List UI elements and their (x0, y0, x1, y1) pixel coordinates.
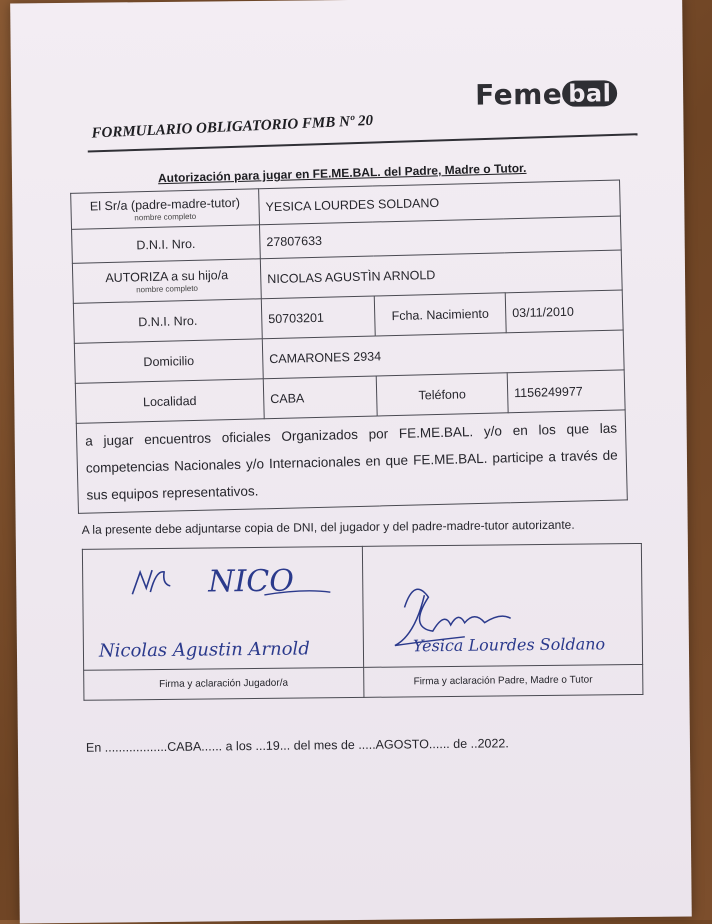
player-signature-box (82, 546, 363, 670)
closing-date-line: En ..................CABA...... a los ...19... del mes de .....AGOSTO...... de ..2022. (85, 736, 509, 755)
authorization-text: a jugar encuentros oficiales Organizados por FE.ME.BAL. y/o en los que las competencias Nacionales y/o Internacionales en que FE.ME.BAL. participe a través de sus equipos representativos. (76, 410, 627, 513)
form-subtitle: Autorización para jugar en FE.ME.BAL. del Padre, Madre o Tutor. (157, 160, 527, 186)
guardian-dni-label: D.N.I. Nro. (72, 225, 261, 264)
caption-row (84, 664, 643, 700)
logo-ball: bal (562, 80, 617, 107)
parent-handwriting: Yesica Lourdes Soldano (412, 634, 605, 656)
authorization-table (70, 179, 628, 513)
table-row (76, 410, 627, 513)
guardian-label-cell (71, 189, 260, 230)
city-label: Localidad (75, 379, 264, 424)
child-sublabel: nombre completo (136, 283, 199, 294)
player-sig-top: NICO (208, 563, 295, 600)
form-title: FORMULARIO OBLIGATORIO FMB Nº 20 (91, 112, 374, 142)
parent-signature-image (363, 545, 642, 666)
player-signature-image (84, 548, 363, 669)
phone-field: 1156249977 (507, 370, 625, 413)
player-signature-caption: Firma y aclaración Jugador/a (84, 667, 364, 700)
player-handwriting: Nicolas Agustin Arnold (98, 638, 310, 662)
city-field: CABA (263, 376, 377, 419)
attachment-note: A la presente debe adjuntarse copia de DNI, del jugador y del padre-madre-tutor autorizante. (81, 517, 575, 537)
parent-signature-caption: Firma y aclaración Padre, Madre o Tutor (363, 664, 643, 697)
guardian-label: El Sr/a (padre-madre-tutor) (89, 195, 241, 213)
parent-signature-box (362, 543, 643, 667)
birth-date-label: Fcha. Nacimiento (374, 293, 506, 336)
guardian-dni-field: 27807633 (259, 216, 621, 259)
guardian-sublabel: nombre completo (134, 211, 197, 222)
child-dni-label: D.N.I. Nro. (73, 299, 262, 344)
phone-label: Teléfono (376, 373, 508, 416)
femebal-logo (475, 77, 618, 111)
child-dni-field: 50703201 (261, 296, 375, 339)
birth-date-field: 03/11/2010 (505, 290, 623, 333)
form-sheet (10, 0, 692, 923)
guardian-name-field: YESICA LOURDES SOLDANO (259, 180, 621, 225)
logo-text: Feme (474, 77, 563, 112)
address-field: CAMARONES 2934 (262, 330, 624, 379)
address-label: Domicilio (74, 339, 263, 384)
child-name-field: NICOLAS AGUSTÌN ARNOLD (260, 250, 622, 299)
child-label-cell (72, 259, 261, 304)
child-label: AUTORIZA a su hijo/a (105, 267, 229, 285)
signature-row (82, 543, 642, 670)
signature-table (82, 543, 644, 701)
